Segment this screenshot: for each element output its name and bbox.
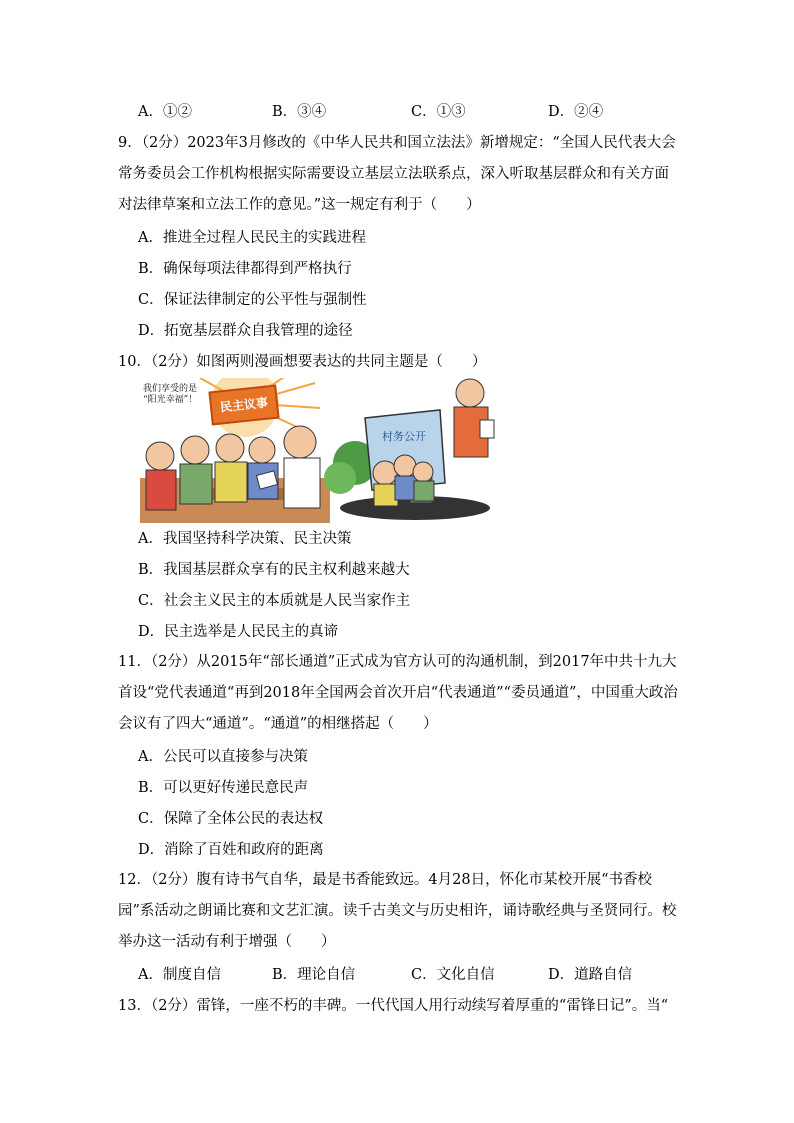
q9-option-d[interactable]: D．拓宽基层群众自我管理的途径 <box>138 323 353 339</box>
q11-option-b[interactable]: B．可以更好传递民意民声 <box>138 780 309 796</box>
q11-option-a[interactable]: A．公民可以直接参与决策 <box>138 749 308 765</box>
q10-option-a[interactable]: A．我国坚持科学决策、民主决策 <box>138 531 352 547</box>
q10-option-b[interactable]: B．我国基层群众享有的民主权利越来越大 <box>138 562 410 578</box>
q11-option-c[interactable]: C．保障了全体公民的表达权 <box>138 811 324 827</box>
q12-option-b[interactable]: B．理论自信 <box>272 967 356 983</box>
q8-option-d[interactable]: D．②④ <box>548 104 604 120</box>
q10-stem: 10．（2分）如图两则漫画想要表达的共同主题是（ ） <box>118 354 487 370</box>
q9-stem <box>118 128 678 221</box>
q9-option-c[interactable]: C．保证法律制定的公平性与强制性 <box>138 292 367 308</box>
q12-stem-text: 12．（2分）腹有诗书气自华，最是书香能致远。4月28日，怀化市某校开展“书香校园”系活动之朗诵比赛和文艺汇演。读千古美文与历史相许，诵诗歌经典与圣贤同行。校举办这一活动有利于增强（ ） <box>118 872 677 950</box>
q8-option-c[interactable]: C．①③ <box>411 104 466 120</box>
q12-option-c[interactable]: C．文化自信 <box>411 967 495 983</box>
q8-option-a[interactable]: A．①② <box>138 104 192 120</box>
q11-option-d[interactable]: D．消除了百姓和政府的距离 <box>138 842 324 858</box>
q11-stem-text: 11．（2分）从2015年“部长通道”正式成为官方认可的沟通机制，到2017年中共十九大首设“党代表通道“再到2018年全国两会首次开启“代表通道”“委员通道”，中国重大政治会议有了四大“通道”。“通道”的相继搭起（ ） <box>118 654 678 732</box>
cartoon-left-sign: 民主议事 <box>208 385 279 426</box>
cartoon-caption-line-1: 我们享受的是 <box>143 384 198 394</box>
q12-option-a[interactable]: A．制度自信 <box>138 967 221 983</box>
q8-option-b[interactable]: B．③④ <box>272 104 327 120</box>
q12-stem <box>118 865 678 958</box>
village-affairs-disclosure-illustration <box>324 379 494 520</box>
q9-option-a[interactable]: A．推进全过程人民民主的实践进程 <box>138 230 366 246</box>
q11-stem <box>118 647 678 740</box>
cartoon-left-caption <box>143 384 197 406</box>
q10-cartoon-figure <box>140 378 495 523</box>
q10-option-d[interactable]: D．民主选举是人民民主的真谛 <box>138 624 339 640</box>
cartoon-right-sign: 村务公开 <box>382 430 426 443</box>
q9-option-b[interactable]: B．确保每项法律都得到严格执行 <box>138 261 352 277</box>
q13-stem: 13．（2分）雷锋，一座不朽的丰碑。一代代国人用行动续写着厚重的“雷锋日记”。当“ <box>118 998 669 1014</box>
q9-stem-text: 9．（2分）2023年3月修改的《中华人民共和国立法法》新增规定：“全国人民代表大会常务委员会工作机构根据实际需要设立基层立法联系点，深入听取基层群众和有关方面对法律草案和立法工作的意见。”这一规定有利于（ ） <box>118 135 676 213</box>
q10-option-c[interactable]: C．社会主义民主的本质就是人民当家作主 <box>138 593 411 609</box>
villagers-meeting-illustration <box>140 426 330 523</box>
cartoon-caption-line-2: “阳光幸福”！ <box>143 395 198 405</box>
q12-option-d[interactable]: D．道路自信 <box>548 967 633 983</box>
